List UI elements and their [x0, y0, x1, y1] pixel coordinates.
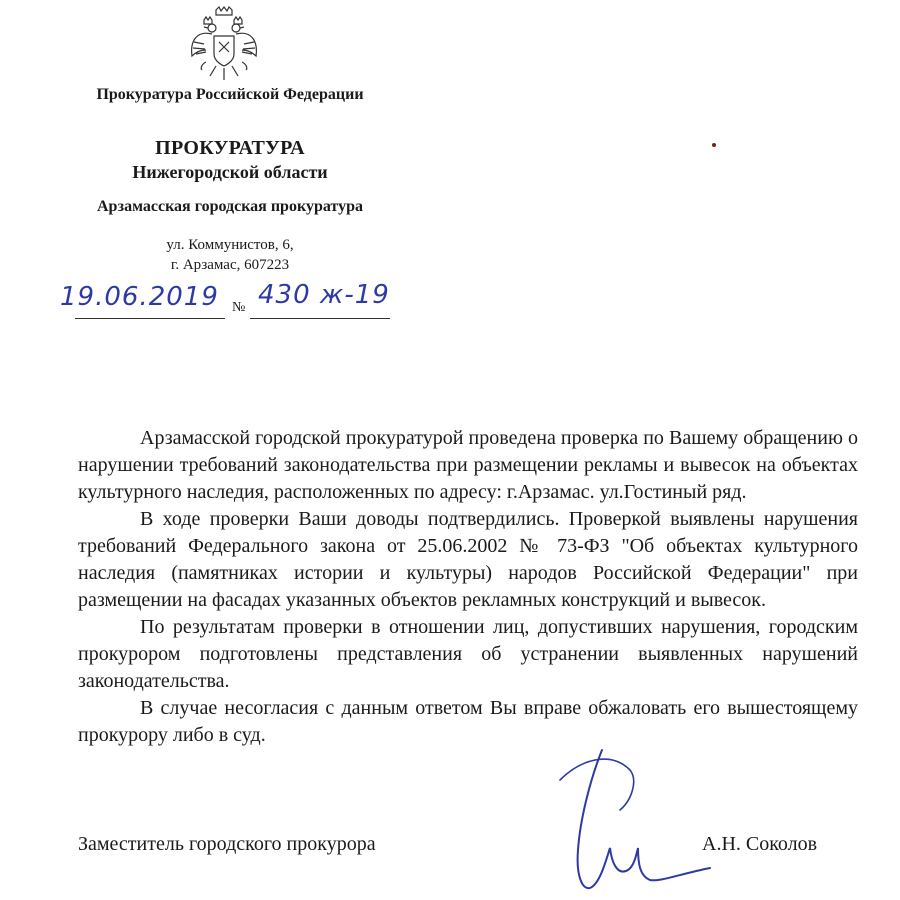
handwritten-date: 19.06.2019 — [60, 282, 219, 312]
office-title: ПРОКУРАТУРА — [155, 137, 305, 159]
paragraph-4: В случае несогласия с данным ответом Вы вправе обжаловать его вышестоящему прокурору либо в суд. — [78, 697, 858, 746]
number-sign: № — [232, 300, 246, 315]
coat-of-arms-icon — [186, 6, 262, 84]
ink-speck — [712, 143, 716, 147]
number-underline — [250, 318, 390, 319]
address-line-1: ул. Коммунистов, 6, — [166, 237, 294, 253]
paragraph-3: По результатам проверки в отношении лиц, допустивших нарушения, городским прокурором подготовлены представления об устранении выявленных нарушений законодательства. — [78, 616, 858, 692]
handwritten-number: 430 ж-19 — [258, 280, 390, 310]
branch-name: Арзамасская городская прокуратура — [97, 198, 363, 215]
date-underline — [75, 318, 225, 319]
paragraph-2: В ходе проверки Ваши доводы подтвердились. Проверкой выявлены нарушения требований Федерального закона от 25.06.2002 № 73-ФЗ "Об объектах культурного наследия (памятниках истории и культуры) народов Российской Федерации" при размещении на фасадах указанных объектов рекламных конструкций и вывесок. — [78, 508, 858, 611]
office-region: Нижегородской области — [132, 162, 328, 182]
handwritten-signature — [520, 740, 720, 900]
address-line-2: г. Арзамас, 607223 — [170, 257, 290, 273]
signatory-name: А.Н. Соколов — [702, 833, 818, 855]
agency-name: Прокуратура Российской Федерации — [96, 86, 364, 103]
paragraph-1: Арзамасской городской прокуратурой проведена проверка по Вашему обращению о нарушении требований законодательства при размещении рекламы и вывесок на объектах культурного наследия, расположенных по адресу: г.Арзамас. ул.Гостиный ряд. — [78, 427, 858, 503]
letter-body — [78, 425, 858, 749]
signatory-title: Заместитель городского прокурора — [78, 833, 376, 855]
